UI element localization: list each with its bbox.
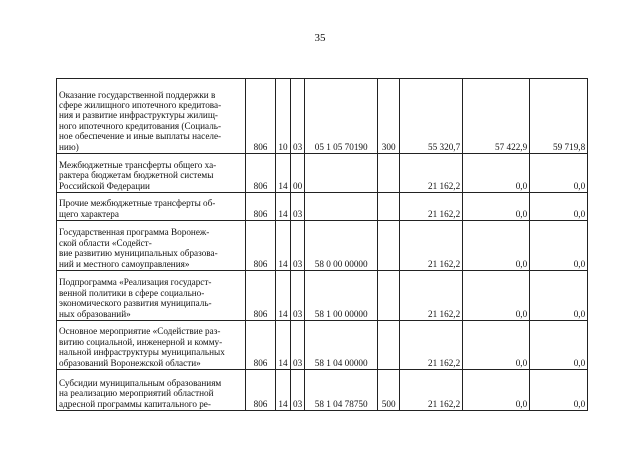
expense-type-cell	[378, 221, 400, 271]
table-row	[57, 370, 588, 411]
description-line: ний и местного самоуправления»	[59, 258, 190, 269]
description-line: ного ипотечного кредитования (Социаль-	[59, 120, 222, 131]
description-cell	[57, 370, 246, 411]
description-line: Субсидии муниципальным образованиям	[59, 377, 222, 388]
amount-year3-cell: 0,0	[530, 370, 588, 411]
description-line: ных образований»	[59, 308, 131, 319]
target-article-cell: 58 1 04 78750	[305, 370, 378, 411]
description-cell	[57, 321, 246, 370]
target-article-cell	[305, 154, 378, 193]
amount-year3-cell: 59 719,8	[530, 79, 588, 154]
ministry-code-cell: 806	[246, 221, 276, 271]
amount-year1-cell: 21 162,2	[400, 221, 463, 271]
amount-year1-cell: 21 162,2	[400, 370, 463, 411]
description-line: ской области «Содейст-	[59, 237, 152, 248]
description-line: нию)	[59, 141, 79, 152]
amount-year1-cell: 55 320,7	[400, 79, 463, 154]
ministry-code-cell: 806	[246, 370, 276, 411]
subsection-code-cell: 03	[291, 193, 305, 221]
description-line: венной политики в сфере социально-	[59, 287, 205, 298]
description-line: Основное мероприятие «Содействие раз-	[59, 326, 221, 337]
description-cell	[57, 79, 246, 154]
expense-type-cell: 500	[378, 370, 400, 411]
target-article-cell: 58 1 00 00000	[305, 271, 378, 321]
description-line: адресной программы капитального ре-	[59, 398, 211, 409]
description-line: ное обеспечение и иные выплаты населе-	[59, 131, 222, 142]
expense-type-cell	[378, 271, 400, 321]
amount-year1-cell: 21 162,2	[400, 321, 463, 370]
description-line: ния и развитие инфраструктуры жилищ-	[59, 110, 218, 121]
description-line: Оказание государственной поддержки в	[59, 89, 216, 100]
amount-year3-cell: 0,0	[530, 193, 588, 221]
description-line: вие развитию муниципальных образова-	[59, 248, 218, 259]
amount-year2-cell: 0,0	[463, 370, 530, 411]
ministry-code-cell: 806	[246, 321, 276, 370]
description-line: Прочие межбюджетные трансферты об-	[59, 198, 216, 209]
amount-year2-cell: 0,0	[463, 221, 530, 271]
ministry-code-cell: 806	[246, 79, 276, 154]
section-code-cell: 14	[276, 221, 291, 271]
amount-year2-cell: 0,0	[463, 321, 530, 370]
ministry-code-cell: 806	[246, 154, 276, 193]
subsection-code-cell: 03	[291, 271, 305, 321]
description-line: экономического развития муниципаль-	[59, 298, 212, 309]
amount-year3-cell: 0,0	[530, 221, 588, 271]
description-cell	[57, 154, 246, 193]
section-code-cell: 14	[276, 154, 291, 193]
description-line: витию социальной, инженерной и комму-	[59, 336, 223, 347]
amount-year1-cell: 21 162,2	[400, 154, 463, 193]
table-row	[57, 79, 588, 154]
table-row	[57, 154, 588, 193]
table-row	[57, 221, 588, 271]
target-article-cell	[305, 193, 378, 221]
subsection-code-cell: 03	[291, 79, 305, 154]
section-code-cell: 10	[276, 79, 291, 154]
subsection-code-cell: 03	[291, 370, 305, 411]
subsection-code-cell: 03	[291, 321, 305, 370]
amount-year3-cell: 0,0	[530, 321, 588, 370]
description-line: Российской Федерации	[59, 180, 150, 191]
expense-type-cell: 300	[378, 79, 400, 154]
description-line: щего характера	[59, 208, 119, 219]
subsection-code-cell: 00	[291, 154, 305, 193]
budget-table	[56, 78, 588, 411]
description-line: Подпрограмма «Реализация государст-	[59, 277, 212, 288]
amount-year2-cell: 57 422,9	[463, 79, 530, 154]
target-article-cell: 05 1 05 70190	[305, 79, 378, 154]
ministry-code-cell: 806	[246, 271, 276, 321]
section-code-cell: 14	[276, 271, 291, 321]
description-cell	[57, 271, 246, 321]
amount-year1-cell: 21 162,2	[400, 193, 463, 221]
subsection-code-cell: 03	[291, 221, 305, 271]
amount-year2-cell: 0,0	[463, 154, 530, 193]
section-code-cell: 14	[276, 321, 291, 370]
amount-year2-cell: 0,0	[463, 271, 530, 321]
page-number: 35	[314, 32, 326, 44]
description-line: Государственная программа Воронеж-	[59, 227, 210, 238]
description-line: Межбюджетные трансферты общего ха-	[59, 159, 217, 170]
target-article-cell: 58 1 04 00000	[305, 321, 378, 370]
description-cell	[57, 221, 246, 271]
table-row	[57, 321, 588, 370]
description-line: на реализацию мероприятий областной	[59, 388, 214, 399]
expense-type-cell	[378, 154, 400, 193]
section-code-cell: 14	[276, 193, 291, 221]
amount-year2-cell: 0,0	[463, 193, 530, 221]
table-row	[57, 193, 588, 221]
section-code-cell: 14	[276, 370, 291, 411]
description-line: сфере жилищного ипотечного кредитова-	[59, 99, 222, 110]
expense-type-cell	[378, 321, 400, 370]
target-article-cell: 58 0 00 00000	[305, 221, 378, 271]
description-line: нальной инфраструктуры муниципальных	[59, 347, 225, 358]
amount-year3-cell: 0,0	[530, 271, 588, 321]
description-line: образований Воронежской области»	[59, 357, 201, 368]
description-line: рактера бюджетам бюджетной системы	[59, 170, 214, 181]
expense-type-cell	[378, 193, 400, 221]
description-cell	[57, 193, 246, 221]
ministry-code-cell: 806	[246, 193, 276, 221]
table-row	[57, 271, 588, 321]
amount-year3-cell: 0,0	[530, 154, 588, 193]
amount-year1-cell: 21 162,2	[400, 271, 463, 321]
